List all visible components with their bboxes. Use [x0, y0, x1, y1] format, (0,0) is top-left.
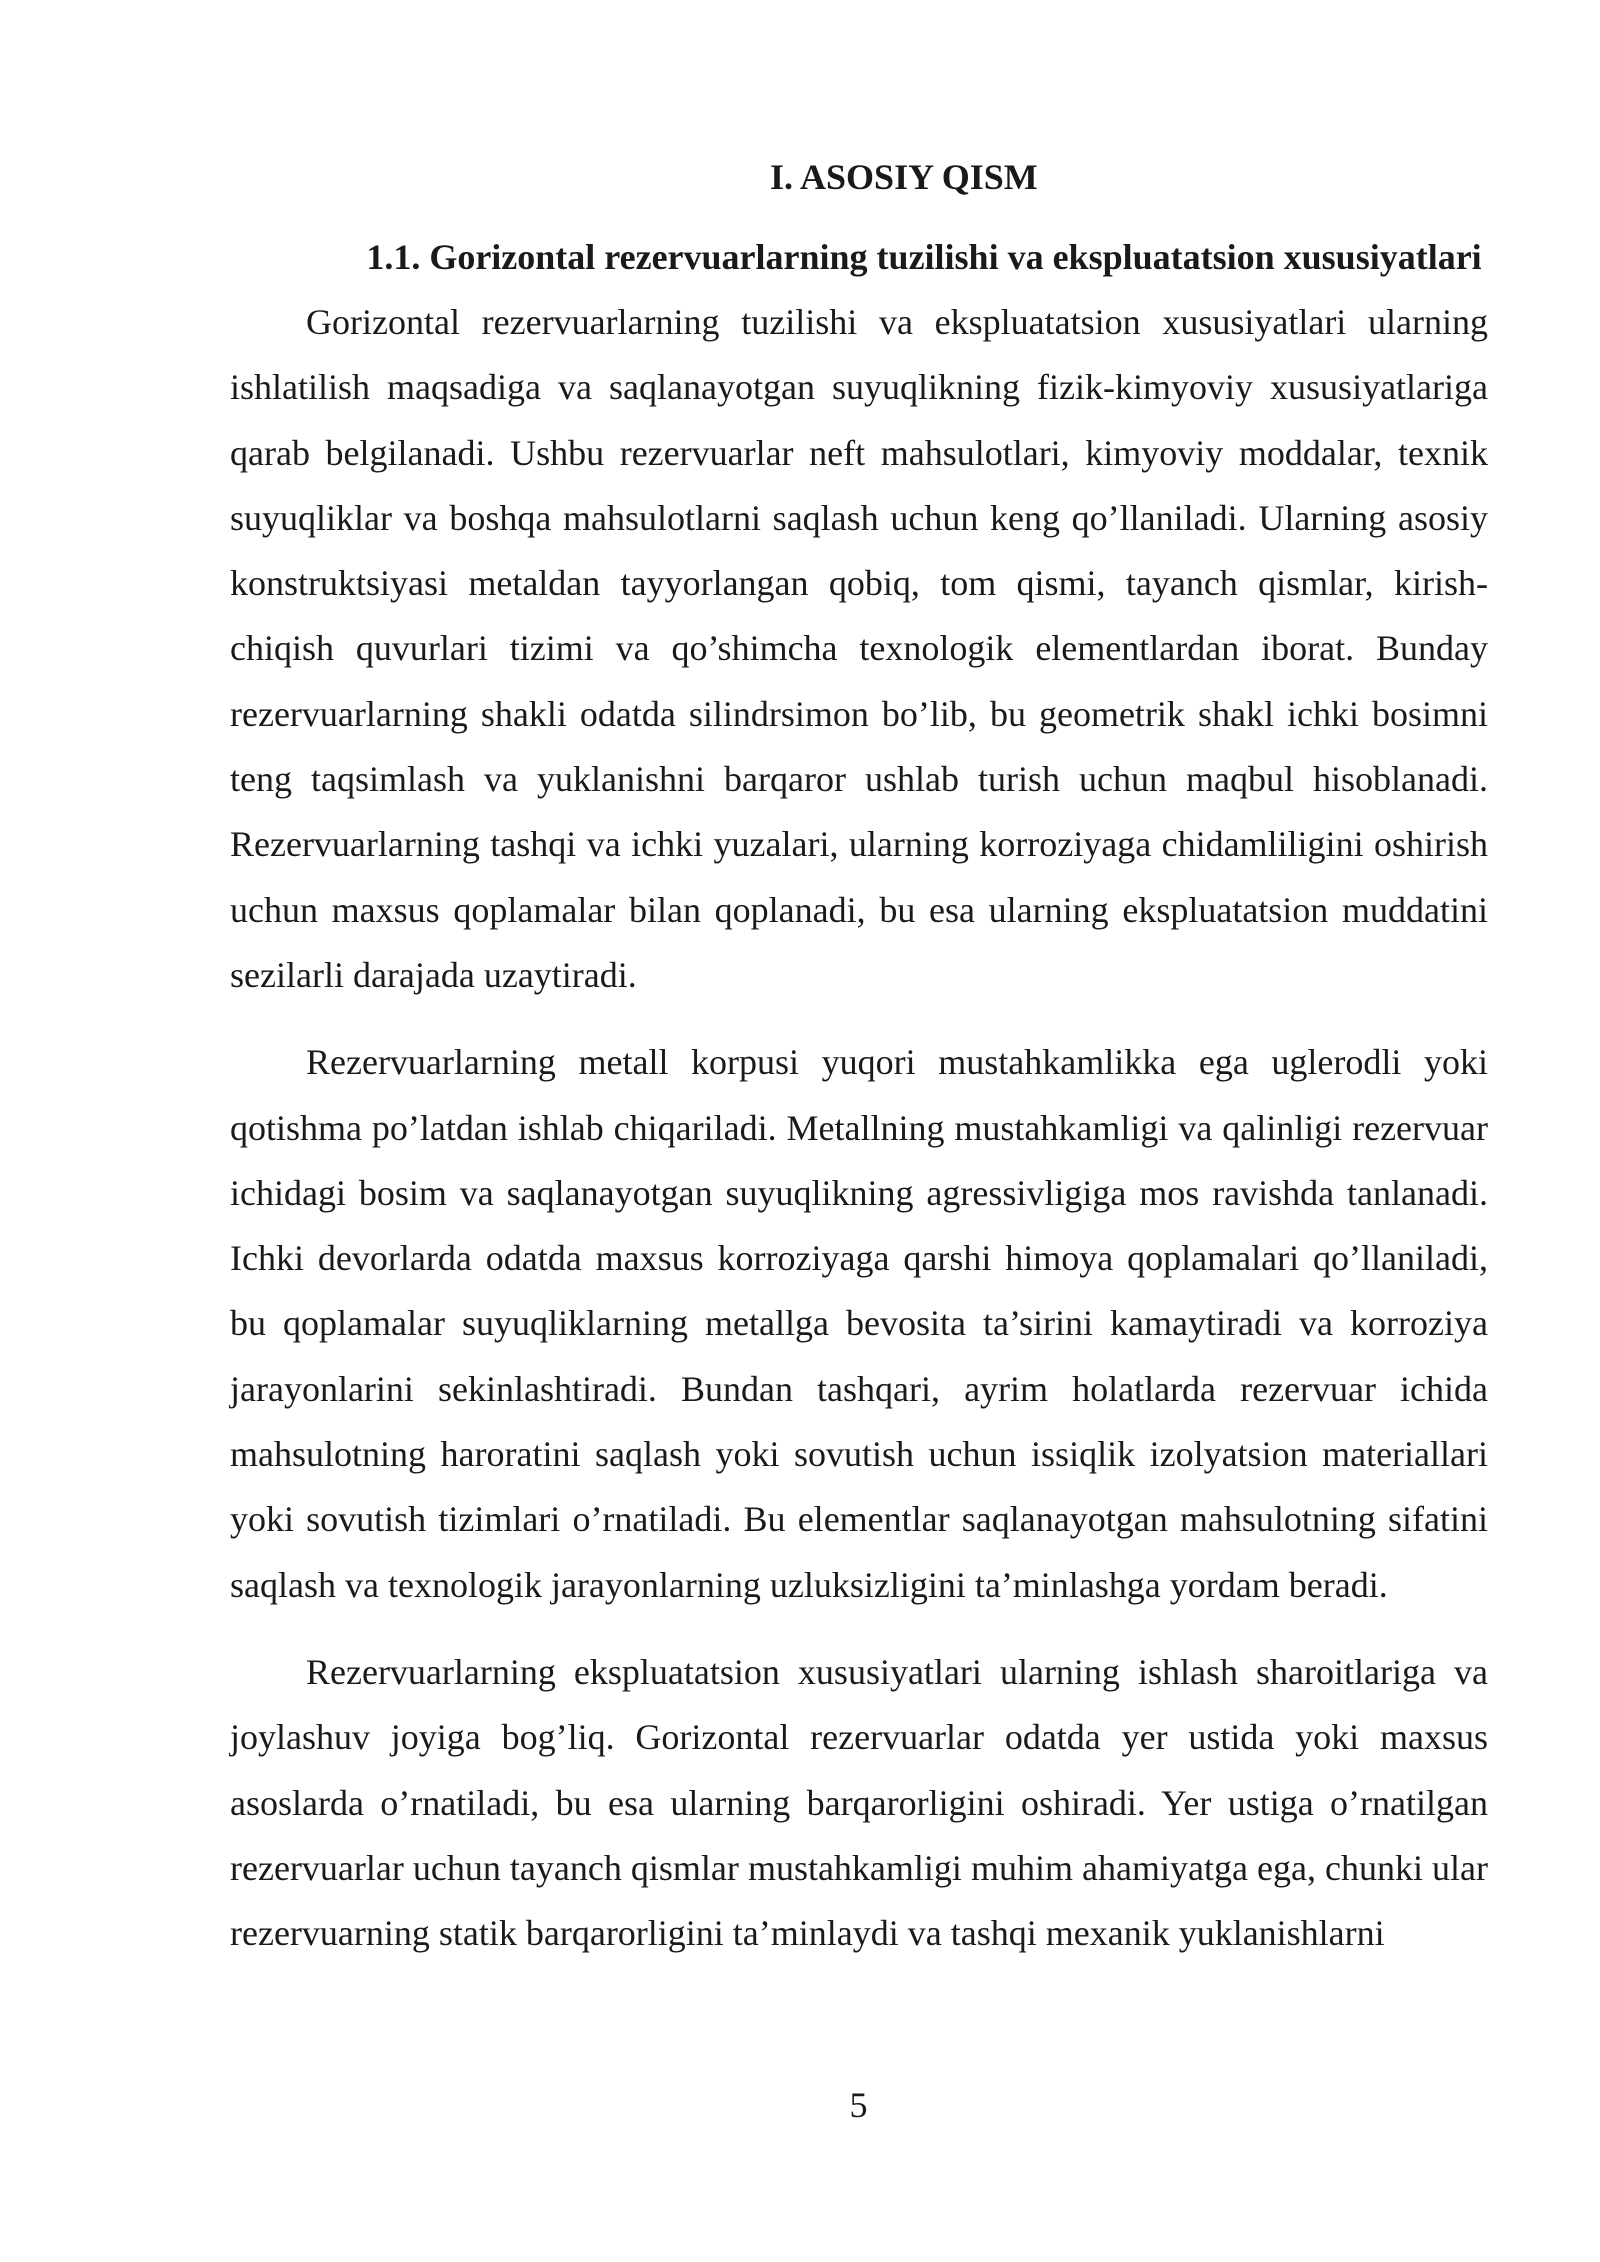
body-paragraph-1: Gorizontal rezervuarlarning tuzilishi va ekspluatatsion xususiyatlari ularning ishlatilish maqsadiga va saqlanayotgan suyuqlikning fizik-kimyoviy xususiyatlariga qarab belgilanadi. Ushbu rezervuarlar neft mahsulotlari, kimyoviy moddalar, texnik suyuqliklar va boshqa mahsulotlarni saqlash uchun keng qo’llaniladi. Ularning asosiy konstruktsiyasi metaldan tayyorlangan qobiq, tom qismi, tayanch qismlar, kirish-chiqish quvurlari tizimi va qo’shimcha texnologik elementlardan iborat. Bunday rezervuarlarning shakli odatda silindrsimon bo’lib, bu geometrik shakl ichki bosimni teng taqsimlash va yuklanishni barqaror ushlab turish uchun maqbul hisoblanadi. Rezervuarlarning tashqi va ichki yuzalari, ularning korroziyaga chidamliligini oshirish uchun maxsus qoplamalar bilan qoplanadi, bu esa ularning ekspluatatsion muddatini sezilarli darajada uzaytiradi.: [230, 302, 1488, 995]
body-paragraph-2: Rezervuarlarning metall korpusi yuqori mustahkamlikka ega uglerodli yoki qotishma po’latdan ishlab chiqariladi. Metallning mustahkamligi va qalinligi rezervuar ichidagi bosim va saqlanayotgan suyuqlikning agressivligiga mos ravishda tanlanadi. Ichki devorlarda odatda maxsus korroziyaga qarshi himoya qoplamalari qo’llaniladi, bu qoplamalar suyuqliklarning metallga bevosita ta’sirini kamaytiradi va korroziya jarayonlarini sekinlashtiradi. Bundan tashqari, ayrim holatlarda rezervuar ichida mahsulotning haroratini saqlash yoki sovutish uchun issiqlik izolyatsion materiallari yoki sovutish tizimlari o’rnatiladi. Bu elementlar saqlanayotgan mahsulotning sifatini saqlash va texnologik jarayonlarning uzluksizligini ta’minlashga yordam beradi.: [230, 1042, 1488, 1605]
section-heading: I. ASOSIY QISM: [770, 157, 1038, 197]
body-paragraph-3: Rezervuarlarning ekspluatatsion xususiyatlari ularning ishlash sharoitlariga va joylashuv joyiga bog’liq. Gorizontal rezervuarlar odatda yer ustida yoki maxsus asoslarda o’rnatiladi, bu esa ularning barqarorligini oshiradi. Yer ustiga o’rnatilgan rezervuarlar uchun tayanch qismlar mustahkamligi muhim ahamiyatga ega, chunki ular rezervuarning statik barqarorligini ta’minlaydi va tashqi mexanik yuklanishlarni: [230, 1651, 1488, 1954]
page-content: [230, 145, 1488, 1966]
page-number: 5: [849, 2085, 868, 2125]
subsection-heading: 1.1. Gorizontal rezervuarlarning tuzilishi va ekspluatatsion xususiyatlari: [366, 237, 1482, 277]
